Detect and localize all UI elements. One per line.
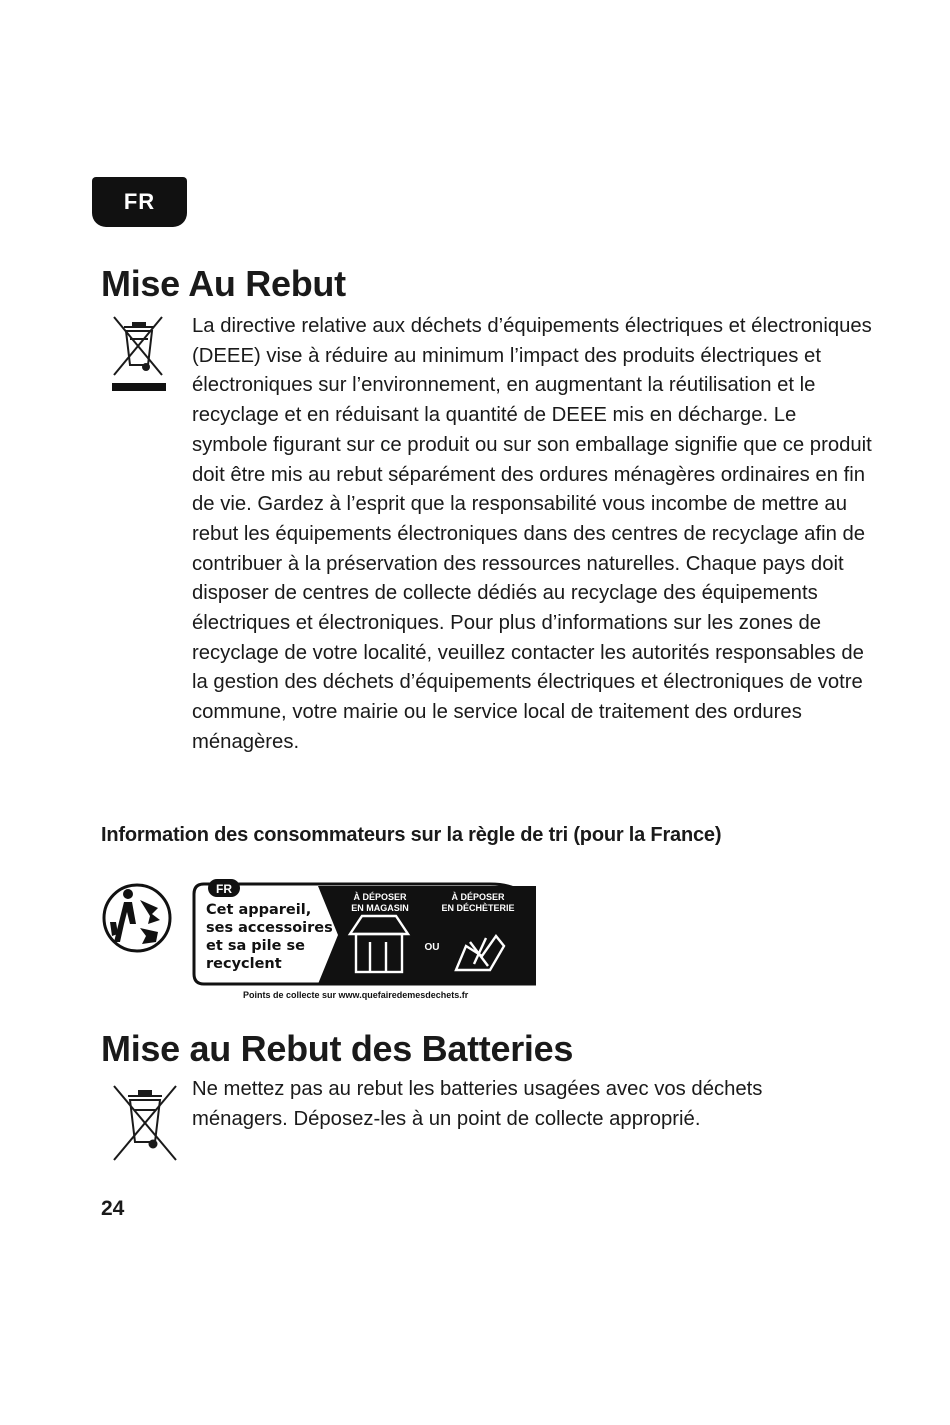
page-number: 24 <box>101 1197 125 1220</box>
consumer-info-heading: Information des consommateurs sur la règle de tri (pour la France) <box>101 824 722 846</box>
battery-crossed-bin-icon <box>108 1080 182 1164</box>
fr-badge: FR <box>216 882 232 896</box>
section-title-disposal: Mise Au Rebut <box>101 263 346 304</box>
deposit-label-2: EN DÉCHÈTERIE <box>441 903 515 913</box>
or-label: OU <box>424 942 440 953</box>
label-line: recyclent <box>206 956 282 972</box>
sorting-info-label <box>190 876 536 986</box>
disposal-paragraph: La directive relative aux déchets d’équipements électriques et électroniques (DEEE) vise à réduire au minimum l’impact des produits électriques et électroniques sur l’environnement, en augmentant la réutilisation et le recyclage et en réduisant la quantité de DEEE mis en décharge. Le symbole figurant sur ce produit ou sur son emballage signifie que ce produit doit être mis au rebut séparément des ordures ménagères ordinaires en fin de vie. Gardez à l’esprit que la responsabilité vous incombe de mettre au rebut les équipements électroniques dans des centres de recyclage afin de contribuer à la préservation des ressources naturelles. Chaque pays doit disposer de centres de collecte dédiés au recyclage des équipements électriques et électroniques. Pour plus d’informations sur les zones de recyclage de votre localité, veuillez contacter les autorités responsables de la gestion des déchets d’équipements électriques et électroniques de votre commune, votre mairie ou le service local de traitement des ordures ménagères. <box>192 315 872 753</box>
label-line: Cet appareil, <box>206 902 312 918</box>
triman-recycling-icon <box>100 878 175 958</box>
collection-points-note: Points de collecte sur www.quefairedemesdechets.fr <box>243 990 469 1000</box>
label-line: ses accessoires <box>206 920 333 936</box>
store-label-1: À DÉPOSER <box>353 892 407 902</box>
label-line: et sa pile se <box>206 938 305 954</box>
section-title-batteries: Mise au Rebut des Batteries <box>101 1028 574 1069</box>
language-tab: FR <box>92 177 187 227</box>
weee-crossed-bin-icon <box>108 313 170 393</box>
battery-paragraph: Ne mettez pas au rebut les batteries usagées avec vos déchets ménagers. Déposez-les à un point de collecte approprié. <box>192 1078 763 1130</box>
store-label-2: EN MAGASIN <box>351 903 409 913</box>
deposit-label-1: À DÉPOSER <box>451 892 505 902</box>
